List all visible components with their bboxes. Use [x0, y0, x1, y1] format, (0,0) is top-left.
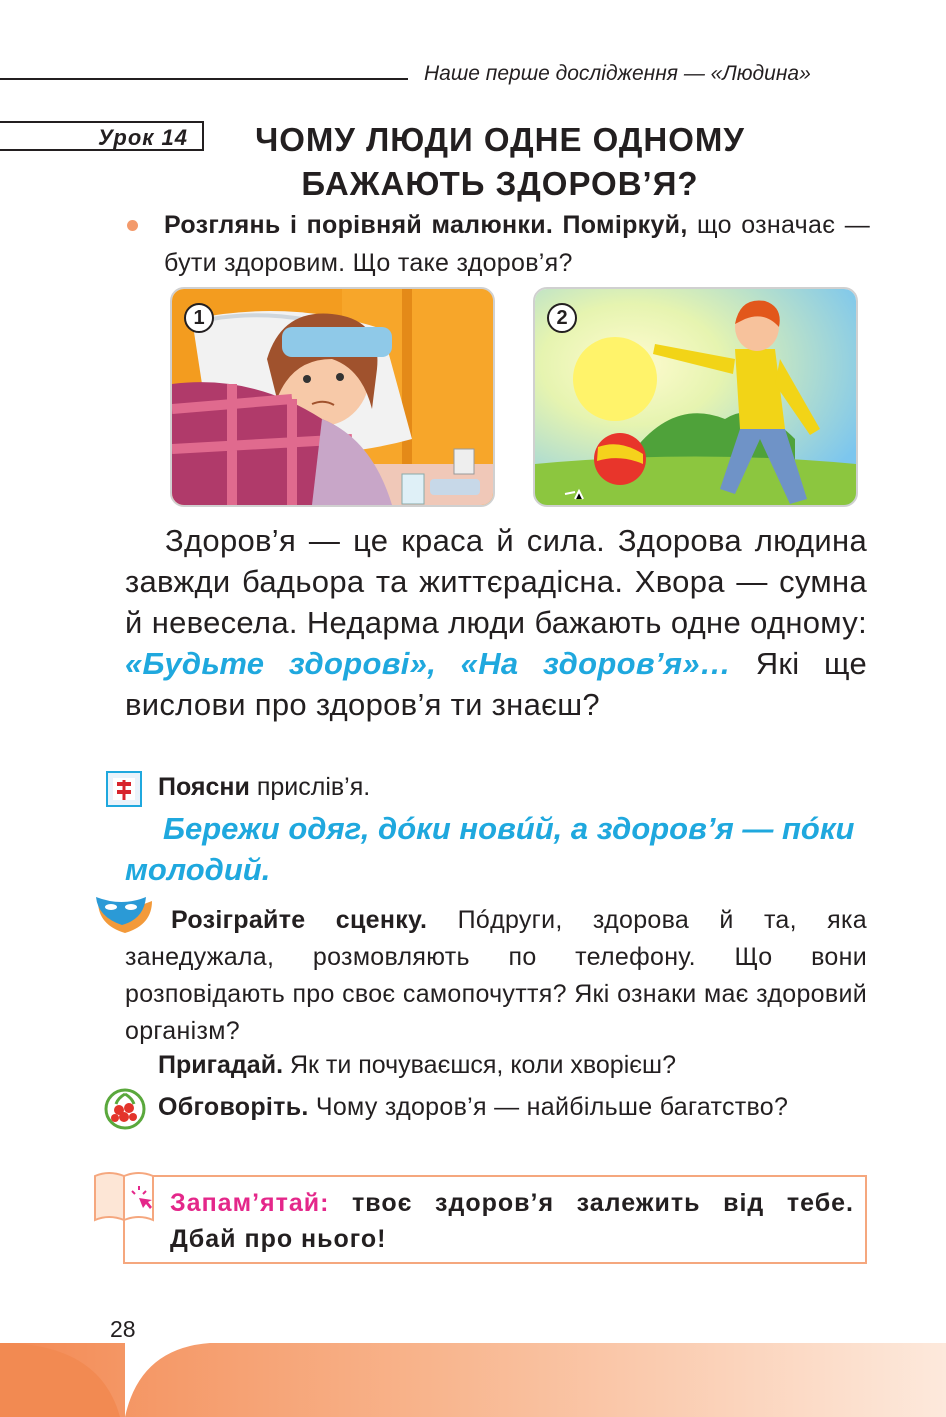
explain-bold: Поясни: [158, 773, 250, 801]
lesson-label-box: [0, 121, 204, 151]
healthy-boy-illustration: [535, 289, 856, 505]
scene-text: Пóдруги, здорова й та, яка занедужала, розмовляють по телефону. Що вони розповідають про своє самопочуття? Які ознаки має здоровий організм?: [125, 906, 867, 1045]
picture-sick-girl: [170, 287, 495, 507]
discuss-task: [125, 1090, 867, 1125]
recall-bold: Пригадай.: [158, 1051, 284, 1079]
picture-number-1: 1: [184, 303, 214, 333]
task-compare-pictures: [164, 206, 870, 282]
scene-bold: Розіграйте сценку.: [171, 906, 428, 934]
header-rule: [0, 78, 408, 80]
sick-girl-illustration: [172, 289, 493, 505]
paragraph-text-2: Які ще вислови про здоров’я ти знаєш?: [125, 646, 867, 722]
task-compare-text: що означає — бути здоровим. Що таке здоров’я?: [164, 211, 870, 277]
remember-label: Запам’ятай:: [170, 1189, 330, 1217]
picture-number-2: 2: [547, 303, 577, 333]
lesson-title-line-2: БАЖАЮТЬ ЗДОРОВ’Я?: [301, 165, 699, 202]
task-compare-bold: Розглянь і порівняй малюнки. Поміркуй,: [164, 211, 688, 239]
running-title: Наше перше дослідження — «Людина»: [424, 62, 811, 85]
discuss-bold: Обговоріть.: [158, 1093, 309, 1121]
footer-decoration: [0, 1343, 946, 1417]
recall-task: [158, 1048, 676, 1082]
lesson-label: Урок 14: [98, 125, 188, 150]
proverb-text: [125, 808, 867, 890]
scene-task: [125, 902, 867, 1050]
bullet-icon: [127, 220, 138, 231]
health-paragraph: [125, 520, 867, 725]
proverb: Бережи одяг, дóки новúй, а здоров’я — пóки молодий.: [125, 811, 855, 887]
explain-proverb-task: [158, 770, 370, 804]
paragraph-quote: «Будьте здорові», «На здоров’я»…: [125, 646, 732, 681]
discuss-text: Чому здоров’я — найбільше багатство?: [308, 1093, 789, 1121]
page-number: 28: [110, 1316, 136, 1342]
remember-body: твоє здоров’я залежить від тебе. Дбай про нього!: [170, 1189, 854, 1253]
proverb-book-icon: [105, 770, 143, 808]
remember-text: [170, 1185, 854, 1257]
recall-text: Як ти почуваєшся, коли хворієш?: [283, 1051, 676, 1079]
picture-healthy-boy: [533, 287, 858, 507]
open-book-icon: [93, 1168, 157, 1226]
lesson-title-line-1: ЧОМУ ЛЮДИ ОДНЕ ОДНОМУ: [255, 121, 745, 158]
lesson-title: [220, 118, 780, 206]
paragraph-text-1: Здоров’я — це краса й сила. Здорова людина завжди бадьора та життєрадісна. Хвора — сумна й невесела. Недарма люди бажають одне одному:: [125, 523, 867, 640]
explain-text: прислів’я.: [249, 773, 371, 801]
